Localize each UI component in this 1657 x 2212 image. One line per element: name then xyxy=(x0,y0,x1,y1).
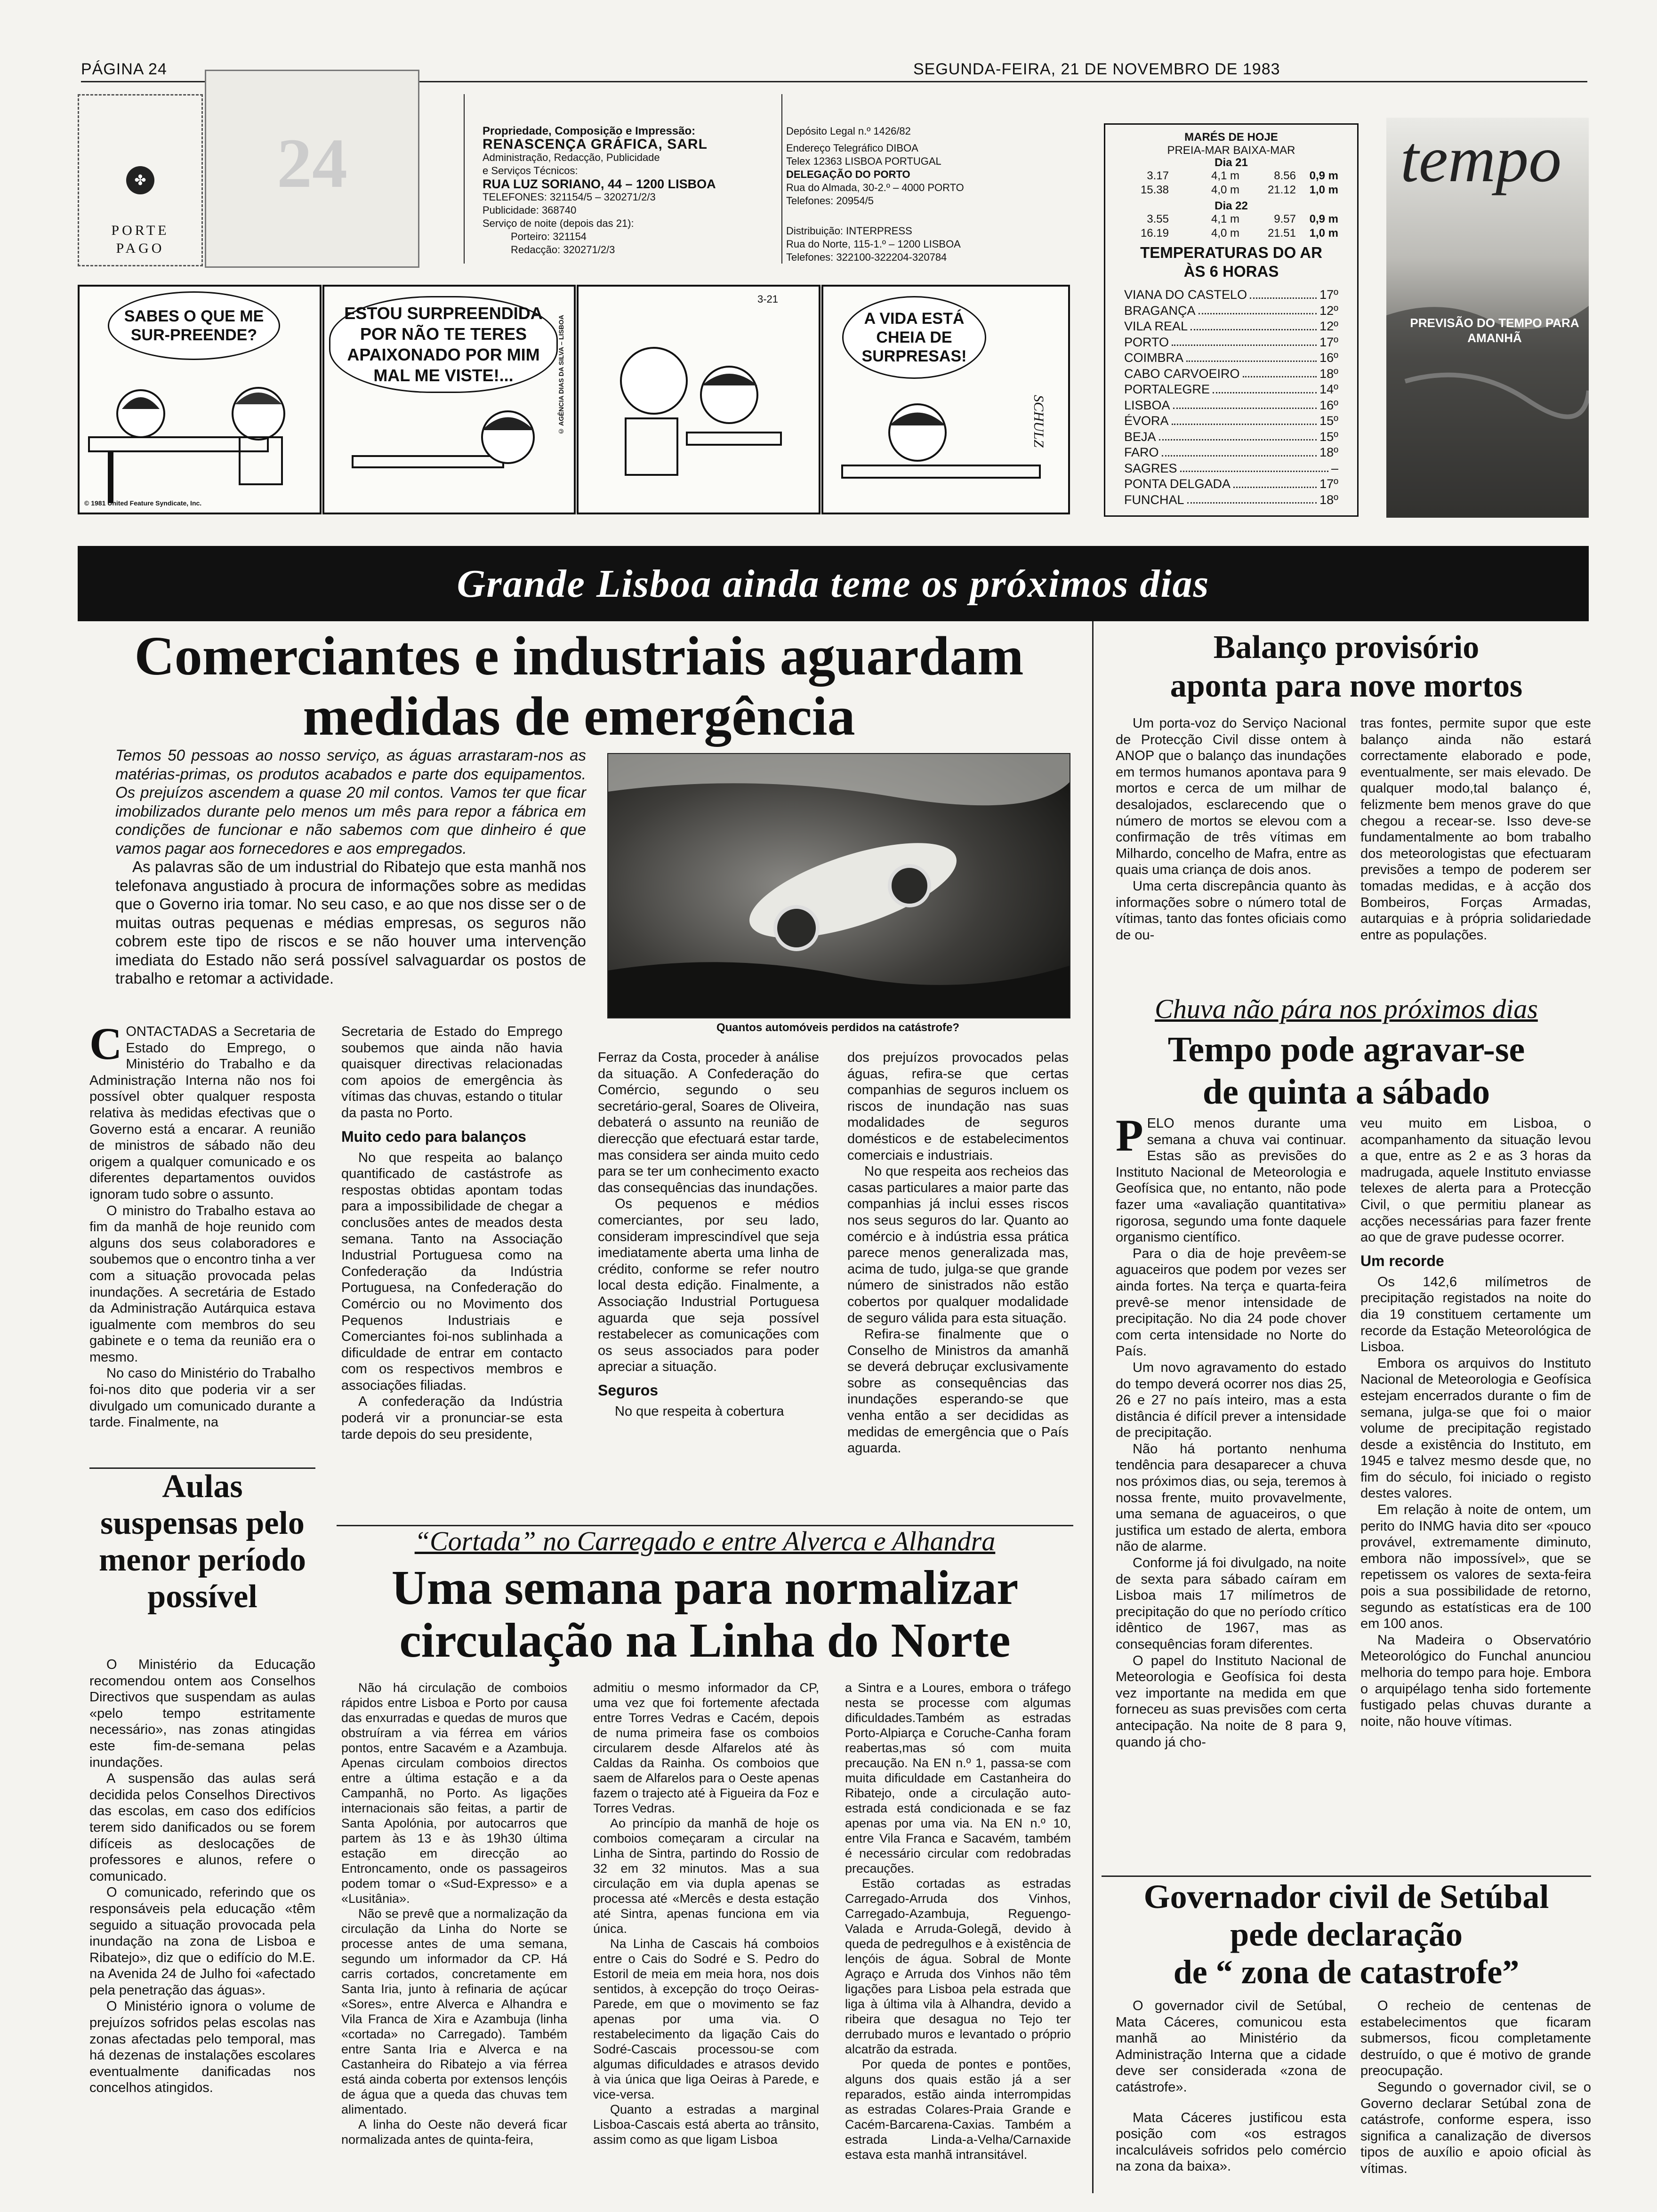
comic-date-code: 3-21 xyxy=(757,293,779,305)
tide21-cell: 1,0 m xyxy=(1309,184,1338,196)
leader-dots xyxy=(1162,445,1317,457)
tide22-row xyxy=(1126,226,1338,240)
balanco-col1-p2: Uma certa discrepância quanto às informações sobre o número total de vítimas, tanto das fontes oficiais como de ou- xyxy=(1116,878,1346,943)
city-temperature: 15º xyxy=(1319,414,1338,428)
aulas-p1: O Ministério da Educação recomendou ontem aos Conselhos Directivos que suspendam as aulas «pelo tempo estritamente necessário», nas zonas atingidas este fim-de-semana pelas inundações. xyxy=(89,1657,315,1770)
main-col-2 xyxy=(341,1024,563,1523)
masthead-divider xyxy=(464,94,465,264)
setubal-col1-p2: Mata Cáceres justificou esta posição com «os estragos incalculáveis sofridos pelo comércio na zona da baixa». xyxy=(1116,2110,1346,2174)
dropcap-p: P xyxy=(1116,1115,1143,1161)
tide21-cell: 21.12 xyxy=(1267,184,1296,196)
page-number: PÁGINA 24 xyxy=(81,60,167,78)
comic-drawing-1 xyxy=(80,357,320,513)
city-name: BRAGANÇA xyxy=(1124,303,1196,318)
city-name: PORTO xyxy=(1124,335,1169,349)
weather-box xyxy=(1104,123,1359,517)
city-temperature: 16º xyxy=(1319,398,1338,412)
setubal-col2-p2: Segundo o governador civil, se o Governo declarar Setúbal zona de catástrofe, conforme espera, isso significa a canalização de diversos tipos de auxílio e apoio oficial às vítimas. xyxy=(1360,2079,1591,2176)
tempo-headline xyxy=(1102,1028,1591,1113)
temperature-row xyxy=(1124,476,1338,492)
leader-dots xyxy=(1172,335,1317,346)
city-name: PONTA DELGADA xyxy=(1124,477,1231,491)
tempo-col1-p4: Não há portanto nenhuma tendência para desaparecer a chuva nos próximos dias, ou seja, teremos à nossa frente, muito provavelmente, uma semana de aguaceiros, o que justifica um estado de alerta, embora não de alarme. xyxy=(1116,1441,1346,1555)
porto-tel: Telefones: 20954/5 xyxy=(786,195,874,207)
tempo-col2-p4: Em relação à noite de ontem, um perito do INMG havia dito ser «pouco provável, extremamente diminuto, embora não impossível», que se repetissem os valores de sexta-feira pois a sua possibilidade de retorno, segundo as estatísticas era de 100 em 100 anos. xyxy=(1360,1502,1591,1632)
schulz-signature: SCHULZ xyxy=(1031,395,1046,448)
leader-dots xyxy=(1190,319,1317,330)
city-name: BEJA xyxy=(1124,429,1156,444)
linha-col3-p2: Estão cortadas as estradas Carregado-Arruda dos Vinhos, Carregado-Azambuja, Reguengo-Valada e Arruda-Golegã, devido à queda de pedregulhos e à existência de lençóis de água. Sobral de Monte Agraço e Arruda dos Vinhos não têm ligações para Lisboa pela estrada que liga à última vila à Alhandra, devido a ribeira que desagua no Tejo ter derrubado muros e levantado o próprio alcatrão da estrada. xyxy=(845,1876,1071,2056)
porto-addr: Rua do Almada, 30-2.º – 4000 PORTO xyxy=(786,182,964,193)
tide21-cell: 3.17 xyxy=(1147,169,1169,182)
distrib-tel: Telefones: 322100-322204-320784 xyxy=(786,251,947,263)
pago-label: PAGO xyxy=(116,240,165,256)
endereco: Endereço Telegráfico DIBOA xyxy=(786,142,918,154)
city-name: FARO xyxy=(1124,445,1159,459)
linha-col2-p3: Na Linha de Cascais há comboios entre o Cais do Sodré e S. Pedro do Estoril de meia em meia hora, nos dois sentidos, à excepção do troço Oeiras-Parede, em que o movimento se faz apenas por uma via. O restabelecimento da ligação Cais do Sodré-Cascais processou-se com algumas dificuldades e atrasos devido à via única que liga Oeiras à Parede, e vice-versa. xyxy=(593,1937,819,2101)
main-col-3 xyxy=(598,1050,819,1523)
main-col1-p2: O ministro do Trabalho estava ao fim da manhã de hoje reunido com alguns dos seus colaboradores e soubemos que o encontro tinha a ver com a situação provocada pelas inundações. A secretária de Estado da Administração Autárquica estava igualmente com membros do seu gabinete e o tema da reunião era o mesmo. xyxy=(89,1203,315,1365)
temperature-row xyxy=(1124,303,1338,319)
temperature-row xyxy=(1124,492,1338,508)
linha-col1-p1: Não há circulação de comboios rápidos entre Lisboa e Porto por causa das enxurradas e quedas de muros que obstruíram a via férrea em vários pontos, entre Sacavém e a Azambuja. Apenas circulam comboios directos entre a última estação e a da Campanhã, no Porto. As ligações internacionais são feitas, a partir de Santa Apolónia, por autocarros que partem às 13 e às 19h30 última estação em direcção ao Entroncamento, onde os passageiros podem tomar o «Sud-Expresso» e a «Lusitânia». xyxy=(341,1681,567,1906)
masthead-contacts xyxy=(786,125,1069,264)
temps-title xyxy=(1105,243,1357,281)
delegacao: DELEGAÇÃO DO PORTO xyxy=(786,168,910,180)
balanco-col2-p1: tras fontes, permite supor que este balanço ainda não estará correctamente elaborado e pode, eventualmente, ser mais elevado. De qualquer modo,tal balanço é, felizmente bem menos grave do que chegou a recear-se. Isso deve-se fundamentalmente ao bom trabalho dos meteorologistas que efectuaram previsões a tempo de poderem ser tomadas medidas, e à acção dos Bombeiros, Forças Armadas, autarquias e à própria solidariedade entre as populações. xyxy=(1360,716,1591,943)
tempo-col-1 xyxy=(1116,1115,1346,1873)
satellite-image xyxy=(1386,118,1589,518)
forecast-label: PREVISÃO DO TEMPO PARA AMANHÃ xyxy=(1410,316,1579,345)
tide21-cell: 4,0 m xyxy=(1211,184,1239,196)
linha-col2-p2: Ao princípio da manhã de hoje os comboios começaram a circular na Linha de Sintra, partindo do Rossio de 32 em 32 minutos. Mas a sua circulação em via dupla apenas se processa até «Mercês e desta estação até Sintra, apenas funciona em via única. xyxy=(593,1816,819,1936)
linha-col-1 xyxy=(341,1680,567,2188)
balanco-col1-p1: Um porta-voz do Serviço Nacional de Protecção Civil disse ontem à ANOP que o balanço das inundações em termos humanos apontava para 9 mortos e cerca de um milhar de desalojados, esclarecendo que o número de mortos se elevou com a confirmação de três vítimas em Milhardo, concelho de Mafra, entre as quais uma criança de dois anos. xyxy=(1116,716,1346,878)
leader-dots xyxy=(1159,429,1317,441)
tempo-col1-p6: O papel do Instituto Nacional de Meteorologia e Geofísica foi desta vez importante na medida em que forneceu as suas previsões com certa antecipação. Na noite de 8 para 9, quando já cho- xyxy=(1116,1653,1346,1750)
porte-label: PORTE xyxy=(111,223,169,238)
setubal-headline xyxy=(1102,1878,1591,1991)
temperature-row xyxy=(1124,287,1338,303)
main-col2-p3: A confederação da Indústria poderá vir a pronunciar-se esta tarde depois do seu presidente, xyxy=(341,1394,563,1442)
setubal-col-2 xyxy=(1360,1998,1591,2196)
city-temperature: 17º xyxy=(1319,477,1338,491)
leader-dots xyxy=(1172,413,1317,425)
section-banner: Grande Lisboa ainda teme os próximos dias xyxy=(78,546,1589,621)
linha-col1-p2: Não se prevê que a normalização da circulação da Linha do Norte se processe antes de uma semana, segundo um informador da CP. Há carris cortados, concretamente em Santa Iria, junto à refinaria de açúcar «Sores», entre Alverca e Alhandra e Vila Franca de Xira e Azambuja (linha «cortada» no Carregado). Também entre Santa Iria e Alverca e na Castanheira do Ribatejo a via férrea está ainda coberta por extensos lençóis de água que a queda das chuvas tem alimentado. xyxy=(341,1907,567,2116)
main-col3-p2: Os pequenos e médios comerciantes, por seu lado, consideram imprescindível que seja imediatamente aberta uma linha de crédito, conforme se refer noutro local desta edição. Finalmente, a Associação Industrial Portuguesa aguarda que seja possível restabelecer as comunicações com os seus associados para poder apreciar a situação. xyxy=(598,1196,819,1375)
city-temperature: 16º xyxy=(1319,351,1338,365)
leader-dots xyxy=(1250,287,1317,299)
tide22-cell: 4,1 m xyxy=(1211,213,1239,225)
city-temperature: 18º xyxy=(1319,492,1338,507)
leader-dots xyxy=(1173,398,1317,409)
leader-dots xyxy=(1199,303,1317,315)
main-col1-p3: No caso do Ministério do Trabalho foi-nos dito que poderia vir a ser divulgado um comunicado durante a tarde. Finalmente, na xyxy=(89,1366,315,1430)
linha-col-2 xyxy=(593,1680,819,2188)
linha-kicker: “Cortada” no Carregado e entre Alverca e Alhandra xyxy=(414,1526,996,1556)
subhead-recorde: Um recorde xyxy=(1360,1252,1444,1269)
temperature-row xyxy=(1124,350,1338,366)
temps-title-line2: ÀS 6 HORAS xyxy=(1183,263,1279,280)
flood-photo xyxy=(607,753,1070,1018)
prop-label: Propriedade, Composição e Impressão: xyxy=(483,125,696,137)
tempo-col1-p5: Conforme já foi divulgado, na noite de sexta para sábado caíram em Lisboa mais 17 milímetros de precipitação do que no período crítico idêntico de 1967, mas as consequências foram diferentes. xyxy=(1116,1555,1346,1652)
linha-col3-p3: Por queda de pontes e pontões, alguns dos quais estão já a ser reparados, estão ainda interrompidas as estradas Colares-Praia Grande e Cacém-Barcarena-Caxias. Também a estrada Linda-a-Velha/Carnaxide estava esta manhã intransitável. xyxy=(845,2057,1071,2162)
temperature-row xyxy=(1124,413,1338,429)
setubal-col1-p1: O governador civil de Setúbal, Mata Cáceres, comunicou esta manhã ao Ministério da Administração Interna que a cidade deve ser considerada «zona de catástrofe». xyxy=(1116,1998,1346,2095)
tide21-cell: 4,1 m xyxy=(1211,169,1239,182)
tide21-row xyxy=(1126,183,1338,197)
lead-quote: Temos 50 pessoas ao nosso serviço, as águas arrastaram-nos as matérias-primas, os produtos acabados e parte dos equipamentos. Os prejuízos ascendem a quase 20 mil contos. Vamos ter que ficar imobilizados durante pelo menos um mês para repor a fábrica em condições de funcionar e não sabemos com que dinheiro é que vamos pagar aos fornecedores e aos empregados. xyxy=(115,746,586,857)
aulas-body xyxy=(89,1657,315,2184)
main-col3-p3: No que respeita à cobertura xyxy=(615,1403,784,1419)
porte-pago-box xyxy=(78,94,203,266)
linha-col1-p3: A linha do Oeste não deverá ficar normalizada antes de quinta-feira, xyxy=(341,2117,567,2147)
aulas-p4: O Ministério ignora o volume de prejuízos sofridos pelas escolas nas zonas afectadas pelo temporal, mas há dezenas de instalações escolares eventualmente danificadas nos concelhos atingidos. xyxy=(89,1999,315,2096)
tide22-cell: 16.19 xyxy=(1140,227,1169,240)
main-col2-p1: Secretaria de Estado do Emprego soubemos que ainda não havia quaisquer directivas relacionadas com apoios de emergência às vítimas das chuvas, estando o titular da pasta no Porto. xyxy=(341,1024,563,1121)
temperature-row xyxy=(1124,335,1338,351)
linha-headline-line2: circulação na Linha do Norte xyxy=(399,1613,1011,1667)
main-col4-p1: dos prejuízos provocados pelas águas, refira-se que certas companhias de seguros incluem os riscos de inundação nas suas modalidades de seguros domésticos e de estabelecimentos comerciais e industriais. xyxy=(847,1050,1069,1163)
setubal-headline-line2: pede declaração xyxy=(1230,1915,1463,1953)
tide22-row xyxy=(1126,212,1338,226)
linha-col2-p1: admitiu o mesmo informador da CP, uma vez que foi fortemente afectada entre Torres Vedras e Cacém, depois de numa primeira fase os comboios circularem desde Alfarelos até às Caldas da Rainha. Os comboios que saem de Alfarelos para o Oeste apenas fazem o trajecto até à Figueira da Foz e Torres Vedras. xyxy=(593,1681,819,1815)
city-name: SAGRES xyxy=(1124,461,1177,475)
main-headline xyxy=(78,626,1080,746)
tide22-cell: 4,0 m xyxy=(1211,227,1239,240)
setubal-col-1 xyxy=(1116,1998,1346,2196)
tempo-col2-p2: Os 142,6 milímetros de precipitação registados na noite do dia 19 constituem certamente um recorde da Estação Meteorológica de Lisboa. xyxy=(1360,1274,1591,1355)
temperature-row xyxy=(1124,429,1338,445)
comic-copyright: © 1981 United Feature Syndicate, Inc. xyxy=(84,499,202,507)
balanco-headline-line2: aponta para nove mortos xyxy=(1170,668,1523,704)
day21-label: Dia 21 xyxy=(1215,156,1248,169)
temperature-list xyxy=(1124,287,1338,508)
tempo-col1-p1: ELO menos durante uma semana a chuva vai continuar. Estas são as previsões do Instituto Nacional de Meteorologia e Geofísica que, no entanto, não pode fazer uma «avaliação quantitativa» rigorosa, segundo uma fonte daquele organismo científico. xyxy=(1116,1116,1346,1245)
aulas-p3: O comunicado, referindo que os responsáveis pela educação «têm seguido a situação provocada pela inundação na zona de Lisboa e Ribatejo», diz que o edifício do M.E. na Avenida 24 de Julho foi «afectado pela penetração das águas». xyxy=(89,1885,315,1998)
temperature-row xyxy=(1124,461,1338,477)
city-name: VILA REAL xyxy=(1124,319,1188,333)
agency-credit: © AGÊNCIA DIAS DA SILVA – LISBOA xyxy=(557,315,565,435)
tempo-col-2 xyxy=(1360,1115,1591,1873)
distrib-addr: Rua do Norte, 115-1.º – 1200 LISBOA xyxy=(786,238,961,250)
city-temperature: 15º xyxy=(1319,429,1338,444)
subhead-seguros: Seguros xyxy=(598,1381,659,1399)
city-name: LISBOA xyxy=(1124,398,1170,412)
city-temperature: 18º xyxy=(1319,366,1338,381)
comic-panel-2 xyxy=(322,285,576,514)
servico-noite: Serviço de noite (depois das 21): xyxy=(483,217,634,229)
faded-logo: 24 xyxy=(277,124,347,202)
linha-headline xyxy=(337,1562,1073,1667)
tide22-cell: 0,9 m xyxy=(1309,213,1338,225)
main-col4-p2: No que respeita aos recheios das casas particulares a maior parte das companhias já inclui esses riscos nos seus seguros do lar. Quanto ao comércio e à indústria essa prática parece menos generalizada mas, acima de tudo, julga-se que grande número de sinistrados não estão cobertos por qualquer modalidade de seguro válida para esta situação. xyxy=(847,1164,1069,1326)
linha-headline-line1: Uma semana para normalizar xyxy=(391,1561,1019,1615)
main-col3-p1: Ferraz da Costa, proceder à análise da situação. A Confederação do Comércio, segundo o seu secretário-geral, Soares de Oliveira, debaterá o assunto na reunião de dierecção que efectuará estar tarde, mas considera ser ainda muito cedo para se ter um conhecimento exacto das consequências das inundações. xyxy=(598,1050,819,1195)
comic-drawing-3 xyxy=(579,305,819,513)
tides-day22 xyxy=(1126,212,1338,240)
main-col1-p1: ONTACTADAS a Secretaria de Estado do Emprego, o Ministério do Trabalho e da Administração Interna não nos foi possível obter qualquer resposta relativa às medidas efectivas que o Governo está a encarar. A reunião de ministros de sábado não deu origem a qualquer comunicado e os diferentes departamentos ouvidos ignoram tudo sobre o assunto. xyxy=(89,1024,315,1202)
tempo-col2-p5: Na Madeira o Observatório Meteorológico do Funchal anunciou melhoria do tempo para hoje. Embora o arquipélago tenha sido fortemente fustigado pelas chuvas durante a noite, não houve vítimas. xyxy=(1360,1632,1591,1729)
masthead-divider2 xyxy=(781,94,782,264)
leader-dots xyxy=(1213,382,1317,393)
tides-title: MARÉS DE HOJE xyxy=(1184,131,1278,144)
tide21-row xyxy=(1126,169,1338,183)
lead-paragraph: As palavras são de um industrial do Ribatejo que esta manhã nos telefonava angustiado à procura de informações sobre as medidas que o Governo iria tomar. No seu caso, e ao que nos disse ser o de muitas outras pequenas e médias empresas, os seguros não cobrem este tipo de riscos e se não houver uma intervenção imediata do Estado não será possível salvaguardar os postos de trabalho e retomar a actividade. xyxy=(115,858,586,987)
masthead-logo-area xyxy=(205,70,419,268)
city-name: PORTALEGRE xyxy=(1124,382,1210,396)
linha-col3-p1: a Sintra e a Loures, embora o tráfego nesta se processe com algumas dificuldades.Também as estradas Porto-Alpiarça e Coruche-Canha foram reabertas,mas só com muita precaução. Na EN n.º 1, passa-se com muita dificuldade em Castanheira do Ribatejo, onde a circulação auto-estrada está condicionada e se faz apenas por uma via. Na EN n.º 10, entre Vila Franca e Sacavém, também é necessário circular com redobradas precauções. xyxy=(845,1681,1071,1875)
balanco-col-2 xyxy=(1360,715,1591,993)
comic-drawing-2 xyxy=(324,385,574,513)
redaccao: Redacção: 320271/2/3 xyxy=(511,244,615,256)
city-name: ÉVORA xyxy=(1124,414,1169,428)
tides-day21 xyxy=(1126,169,1338,197)
speech-bubble-1: SABES O QUE ME SUR-PREENDE? xyxy=(108,291,280,360)
temperature-row xyxy=(1124,445,1338,461)
main-headline-line1: Comerciantes e industriais aguardam xyxy=(134,625,1024,687)
tide21-cell: 8.56 xyxy=(1274,169,1296,182)
tempo-col1-p3: Um novo agravamento do estado do tempo deverá ocorrer nos dias 25, 26 e 27 no país inteiro, mas a esta distância é difícil prever a intensidade de precipitação. xyxy=(1116,1360,1346,1441)
comic-panel-4 xyxy=(821,285,1070,514)
publicidade: Publicidade: 368740 xyxy=(483,204,577,216)
balanco-headline xyxy=(1102,628,1591,705)
comic-panel-3 xyxy=(577,285,820,514)
tempo-logo: tempo xyxy=(1400,123,1562,196)
linha-col2-p4: Quanto a estradas a marginal Lisboa-Cascais está aberta ao trânsito, assim como as que ligam Lisboa xyxy=(593,2102,819,2147)
city-temperature: 14º xyxy=(1319,382,1338,396)
city-temperature: 17º xyxy=(1319,288,1338,302)
tide21-cell: 0,9 m xyxy=(1309,169,1338,182)
setubal-headline-line1: Governador civil de Setúbal xyxy=(1143,1878,1549,1915)
page-date: SEGUNDA-FEIRA, 21 DE NOVEMBRO DE 1983 xyxy=(913,60,1280,78)
city-temperature: – xyxy=(1331,461,1338,475)
tempo-col1-p2: Para o dia de hoje prevêem-se aguaceiros que podem por vezes ser ainda fortes. Na terça e quarta-feira prevê-se menor intensidade de precipitação. No dia 24 pode chover com certa intensidade no Norte do País. xyxy=(1116,1246,1346,1359)
setubal-headline-line3: de “ zona de catastrofe” xyxy=(1173,1953,1520,1991)
leader-dots xyxy=(1243,366,1317,378)
temperature-row xyxy=(1124,319,1338,335)
deposito: Depósito Legal n.º 1426/82 xyxy=(786,125,911,137)
tide22-cell: 1,0 m xyxy=(1309,227,1338,240)
temperature-row xyxy=(1124,382,1338,398)
leader-dots xyxy=(1233,476,1317,488)
subhead-muito-cedo: Muito cedo para balanços xyxy=(341,1128,526,1145)
admin-line1: Administração, Redacção, Publicidade xyxy=(483,152,660,163)
setubal-rule xyxy=(1102,1875,1591,1877)
tempo-headline-line2: de quinta a sábado xyxy=(1202,1072,1490,1112)
city-name: FUNCHAL xyxy=(1124,492,1184,507)
tides-subtitle: PREIA-MAR BAIXA-MAR xyxy=(1167,144,1295,157)
city-temperature: 18º xyxy=(1319,445,1338,459)
tide22-cell: 9.57 xyxy=(1274,213,1296,225)
setubal-col2-p1: O recheio de centenas de estabelecimentos que ficaram submersos, ficou completamente destruído, o que é motivo de grande preocupação. xyxy=(1360,1998,1591,2079)
masthead-credits xyxy=(483,125,765,256)
phones: TELEFONES: 321154/5 – 320271/2/3 xyxy=(483,191,656,203)
main-lead xyxy=(115,746,586,988)
city-temperature: 12º xyxy=(1319,303,1338,318)
temperature-row xyxy=(1124,366,1338,382)
address: RUA LUZ SORIANO, 44 – 1200 LISBOA xyxy=(483,177,716,191)
admin-line2: e Serviços Técnicos: xyxy=(483,165,578,176)
right-column-rule xyxy=(1092,621,1094,2193)
aulas-headline: Aulas suspensas pelo menor período possível xyxy=(98,1468,306,1615)
city-temperature: 12º xyxy=(1319,319,1338,333)
leader-dots xyxy=(1180,461,1328,473)
main-headline-line2: medidas de emergência xyxy=(303,685,855,747)
photo-caption: Quantos automóveis perdidos na catástrofe? xyxy=(716,1021,960,1034)
city-name: COIMBRA xyxy=(1124,351,1184,365)
telex: Telex 12363 LISBOA PORTUGAL xyxy=(786,155,941,167)
leader-dots xyxy=(1186,350,1317,362)
temps-title-line1: TEMPERATURAS DO AR xyxy=(1140,244,1322,261)
city-temperature: 17º xyxy=(1319,335,1338,349)
company-name: RENASCENÇA GRÁFICA, SARL xyxy=(483,136,708,152)
speech-bubble-2: ESTOU SURPREENDIDA POR NÃO TE TERES APAIXONADO POR MIM MAL ME VISTE!... xyxy=(329,296,558,393)
dropcap-c: C xyxy=(89,1024,122,1069)
city-name: CABO CARVOEIRO xyxy=(1124,366,1240,381)
comic-panel-1 xyxy=(78,285,322,514)
balanco-col-1 xyxy=(1116,715,1346,993)
flood-photo-image xyxy=(608,754,1070,1018)
balanco-headline-line1: Balanço provisório xyxy=(1213,629,1480,665)
tempo-col2-p3: Embora os arquivos do Instituto Nacional de Meteorologia e Geofísica estejam encerrados durante o fim de semana, julga-se que foi o maior volume de precipitação registado desde a existência do Instituto, em 1945 e talvez mesmo desde que, no fim do século, foi iniciado o registo destes valores. xyxy=(1360,1355,1591,1501)
porteiro: Porteiro: 321154 xyxy=(511,231,587,242)
distrib: Distribuição: INTERPRESS xyxy=(786,225,912,237)
main-col-4 xyxy=(847,1050,1069,1523)
tempo-headline-line1: Tempo pode agravar-se xyxy=(1167,1030,1525,1069)
tempo-col2-p1: veu muito em Lisboa, o acompanhamento da situação levou a que, entre as 2 e as 3 horas da madrugada, aquele Instituto enviasse telexes de alerta para a Protecção Civil, o que permitiu planear as acções necessárias para fazer frente ao que de grave pudesse ocorrer. xyxy=(1360,1116,1591,1245)
city-name: VIANA DO CASTELO xyxy=(1124,288,1247,302)
crest-icon: ✤ xyxy=(126,166,154,194)
main-col4-p3: Refira-se finalmente que o Conselho de Ministros da amanhã se deverá debruçar exclusivamente sobre as consequências das inundações esperando-se que venha então a ser decididas as medidas de emergência que o País aguarda. xyxy=(847,1327,1069,1456)
day22-label: Dia 22 xyxy=(1215,200,1248,212)
tide22-cell: 21.51 xyxy=(1267,227,1296,240)
main-col-1 xyxy=(89,1024,315,1466)
main-col2-p2: No que respeita ao balanço quantificado de castástrofe as respostas obtidas apontam todas para a impossibilidade de chegar a conclusões antes de meados desta semana. Tanto na Associação Industrial Portuguesa como na Confederação da Indústria Portuguesa, na Confederação do Comércio ou no Movimento dos Pequenos Industriais e Comerciantes foi-nos sublinhada a dificuldade de entrar em contacto com os respectivos membros e associações filiadas. xyxy=(341,1150,563,1393)
tide21-cell: 15.38 xyxy=(1140,184,1169,196)
tempo-kicker: Chuva não pára nos próximos dias xyxy=(1155,994,1538,1024)
speech-bubble-3: A VIDA ESTÁ CHEIA DE SURPRESAS! xyxy=(842,296,986,379)
leader-dots xyxy=(1187,492,1317,504)
linha-col-3 xyxy=(845,1680,1071,2188)
tide22-cell: 3.55 xyxy=(1147,213,1169,225)
aulas-p2: A suspensão das aulas será decidida pelos Conselhos Directivos das escolas, em caso dos edifícios terem sido danificados ou se forem difíceis as deslocações de professores e alunos, refere o comunicado. xyxy=(89,1771,315,1884)
temperature-row xyxy=(1124,398,1338,414)
